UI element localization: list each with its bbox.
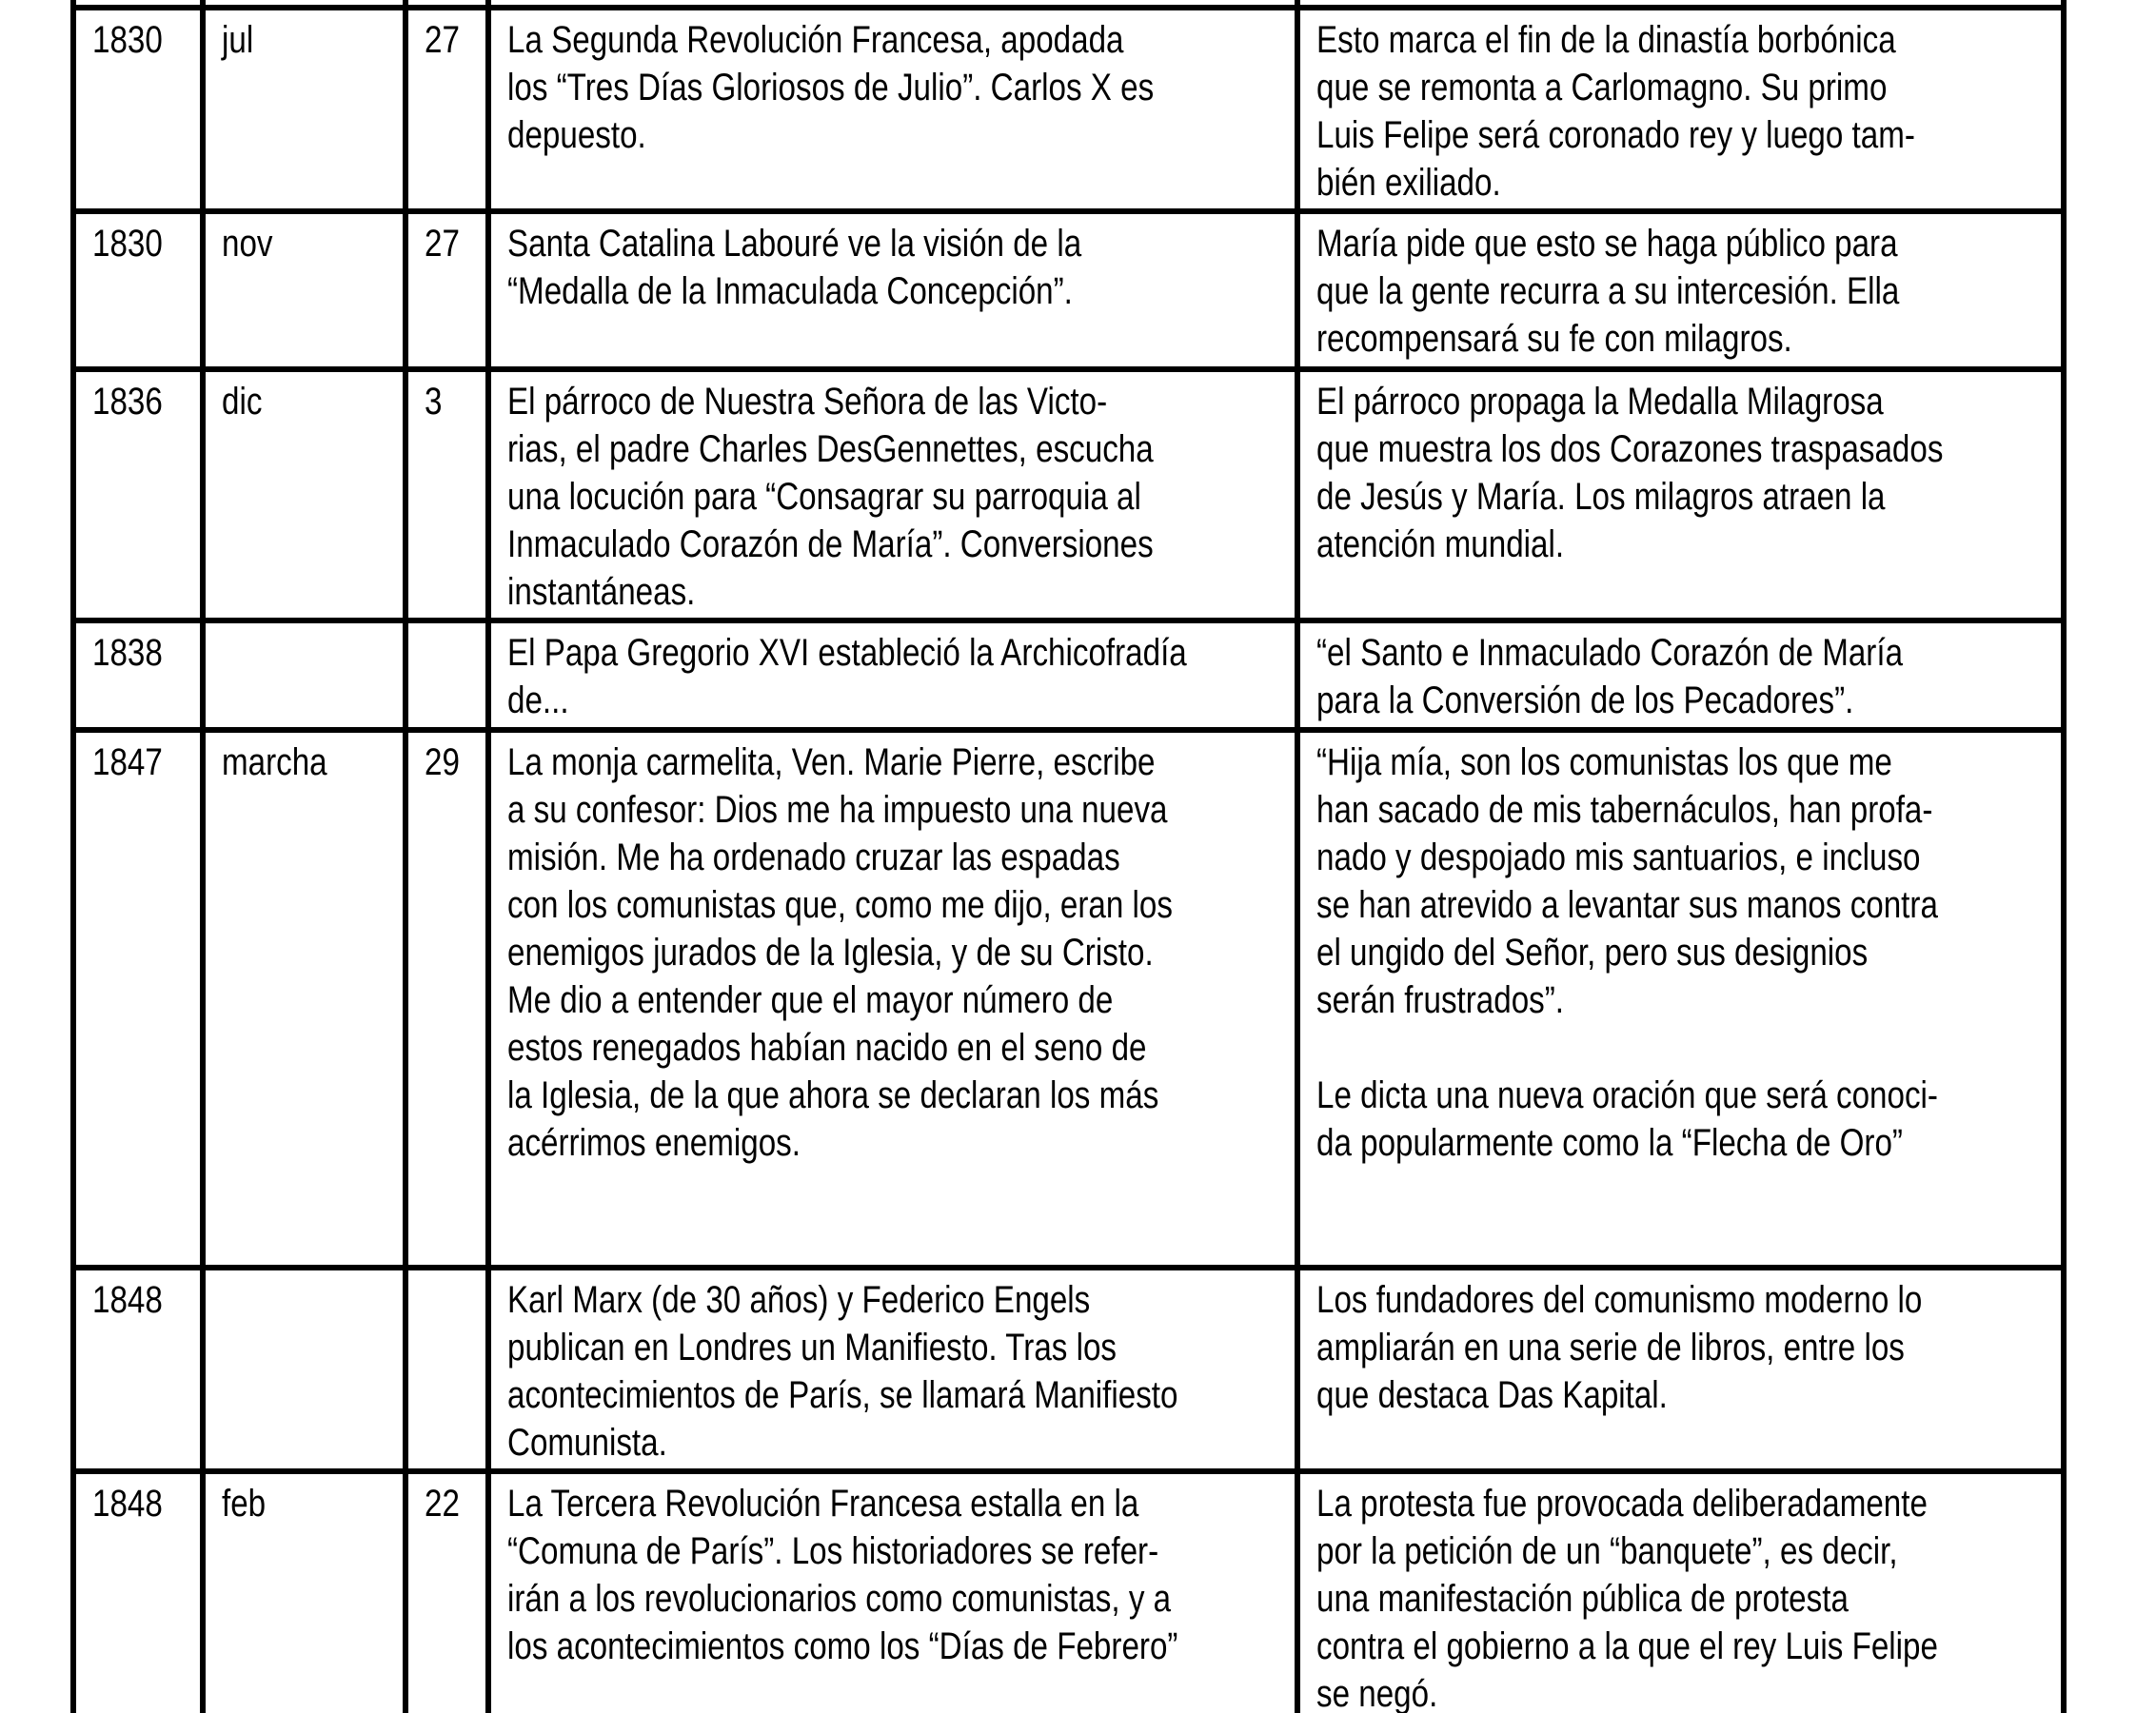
- event-cell: [507, 220, 1292, 366]
- month-text: jul: [222, 19, 254, 61]
- event-text: El párroco de Nuestra Señora de las Victo- rias, el padre Charles DesGennettes, escucha una locución para “Consagrar su parroquia al Inmaculado Corazón de María”. Conversiones instantáneas.: [507, 381, 1154, 613]
- notes-cell: [1316, 378, 2058, 618]
- row-divider: [70, 1468, 2067, 1474]
- day-text: 3: [425, 381, 443, 423]
- month-text: marcha: [222, 741, 327, 783]
- notes-cell: [1316, 1480, 2058, 1713]
- month-text: feb: [222, 1483, 267, 1525]
- notes-cell: [1316, 629, 2058, 727]
- day-cell: [425, 220, 483, 366]
- month-cell: [222, 1276, 400, 1468]
- row-divider: [70, 208, 2067, 214]
- event-text: Santa Catalina Labouré ve la visión de la “Medalla de la Inmaculada Concepción”.: [507, 223, 1082, 312]
- month-cell: [222, 378, 400, 618]
- month-cell: [222, 738, 400, 1265]
- event-cell: [507, 1276, 1292, 1468]
- notes-text: Los fundadores del comunismo moderno lo ampliarán en una serie de libros, entre los que destaca Das Kapital.: [1316, 1279, 1923, 1416]
- year-text: 1848: [92, 1483, 163, 1525]
- day-text: 27: [425, 223, 460, 265]
- event-text: La Segunda Revolución Francesa, apodada los “Tres Días Gloriosos de Julio”. Carlos X es depuesto.: [507, 19, 1155, 156]
- event-cell: [507, 1480, 1292, 1713]
- notes-text: Esto marca el fin de la dinastía borbónica que se remonta a Carlomagno. Su primo Luis Felipe será coronado rey y luego tam- bién exiliado.: [1316, 19, 1915, 204]
- month-text: dic: [222, 381, 263, 423]
- year-text: 1848: [92, 1279, 163, 1321]
- event-cell: [507, 629, 1292, 727]
- day-cell: [425, 1276, 483, 1468]
- column-divider: [485, 0, 491, 1713]
- year-cell: [92, 1276, 197, 1468]
- day-text: 29: [425, 741, 460, 783]
- notes-text: María pide que esto se haga público para que la gente recurra a su intercesión. Ella recompensará su fe con milagros.: [1316, 223, 1900, 360]
- event-cell: [507, 378, 1292, 618]
- day-cell: [425, 1480, 483, 1713]
- day-cell: [425, 378, 483, 618]
- notes-text: “Hija mía, son los comunistas los que me han sacado de mis tabernáculos, han profa- nado y despojado mis santuarios, e incluso se han atrevido a levantar sus manos contra el ungido del Señor, pero sus designios serán frustrados”. Le dicta una nueva oración que será conoci- da popularmente como la “Flecha de Oro”: [1316, 741, 1938, 1164]
- year-text: 1836: [92, 381, 163, 423]
- column-divider: [2061, 0, 2067, 1713]
- notes-cell: [1316, 220, 2058, 366]
- event-text: El Papa Gregorio XVI estableció la Archicofradía de...: [507, 632, 1187, 721]
- row-divider: [70, 366, 2067, 372]
- year-cell: [92, 738, 197, 1265]
- notes-text: “el Santo e Inmaculado Corazón de María para la Conversión de los Pecadores”.: [1316, 632, 1904, 721]
- year-text: 1830: [92, 19, 163, 61]
- notes-cell: [1316, 16, 2058, 208]
- month-cell: [222, 629, 400, 727]
- year-cell: [92, 629, 197, 727]
- row-divider: [70, 5, 2067, 10]
- notes-text: El párroco propaga la Medalla Milagrosa que muestra los dos Corazones traspasados de Jesús y María. Los milagros atraen la atención mundial.: [1316, 381, 1944, 565]
- row-divider: [70, 1265, 2067, 1270]
- event-text: La Tercera Revolución Francesa estalla en la “Comuna de París”. Los historiadores se refer- irán a los revolucionarios como comunistas, y a los acontecimientos como los “Días de Febrero”: [507, 1483, 1178, 1667]
- notes-cell: [1316, 738, 2058, 1265]
- month-cell: [222, 16, 400, 208]
- year-cell: [92, 220, 197, 366]
- day-cell: [425, 629, 483, 727]
- day-cell: [425, 16, 483, 208]
- day-text: 22: [425, 1483, 460, 1525]
- column-divider: [200, 0, 206, 1713]
- month-cell: [222, 220, 400, 366]
- event-text: La monja carmelita, Ven. Marie Pierre, escribe a su confesor: Dios me ha impuesto una nueva misión. Me ha ordenado cruzar las espadas con los comunistas que, como me dijo, eran los enemigos jurados de la Iglesia, y de su Cristo. Me dio a entender que el mayor número de estos renegados habían nacido en el seno de la Iglesia, de la que ahora se declaran los más acérrimos enemigos.: [507, 741, 1173, 1164]
- year-cell: [92, 1480, 197, 1713]
- notes-text: La protesta fue provocada deliberadamente por la petición de un “banquete”, es decir, una manifestación pública de protesta contra el gobierno a la que el rey Luis Felipe se negó.: [1316, 1483, 1938, 1713]
- year-text: 1830: [92, 223, 163, 265]
- column-divider: [1295, 0, 1300, 1713]
- year-text: 1838: [92, 632, 163, 674]
- month-text: nov: [222, 223, 273, 265]
- month-cell: [222, 1480, 400, 1713]
- year-cell: [92, 16, 197, 208]
- year-text: 1847: [92, 741, 163, 783]
- event-text: Karl Marx (de 30 años) y Federico Engels publican en Londres un Manifiesto. Tras los acontecimientos de París, se llamará Manifiesto Comunista.: [507, 1279, 1178, 1464]
- day-cell: [425, 738, 483, 1265]
- notes-cell: [1316, 1276, 2058, 1468]
- event-cell: [507, 738, 1292, 1265]
- event-cell: [507, 16, 1292, 208]
- column-divider: [403, 0, 408, 1713]
- year-cell: [92, 378, 197, 618]
- row-divider: [70, 618, 2067, 623]
- column-divider: [70, 0, 76, 1713]
- row-divider: [70, 727, 2067, 733]
- day-text: 27: [425, 19, 460, 61]
